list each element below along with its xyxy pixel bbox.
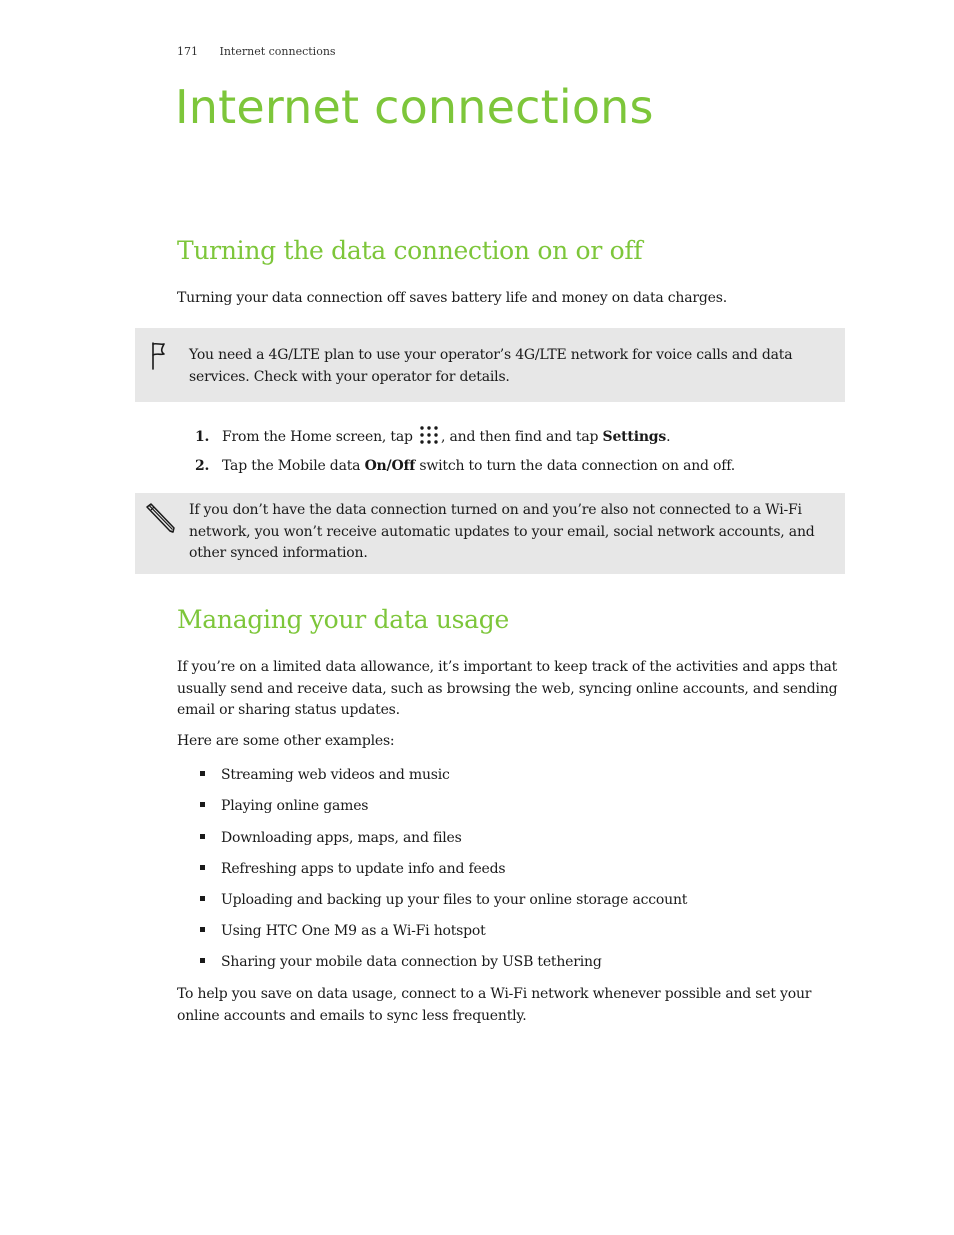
step-text: From the Home screen, tap xyxy=(222,429,413,445)
step-text: Tap the Mobile data xyxy=(222,458,361,474)
list-item xyxy=(200,796,368,816)
page-number: 171 xyxy=(177,45,198,58)
running-header xyxy=(177,45,336,58)
step-number: 2. xyxy=(195,458,210,474)
section2-para1: If you’re on a limited data allowance, it’s important to keep track of the activities and apps that usually send and receive data, such as browsing the web, syncing online accounts, and sending email or sharing status updates. xyxy=(177,659,838,719)
bullet-marker xyxy=(200,865,205,870)
chapter-title: Internet connections xyxy=(175,80,654,134)
bullet-marker xyxy=(200,896,205,901)
list-item-text: Refreshing apps to update info and feeds xyxy=(221,861,506,877)
list-item-text: Playing online games xyxy=(221,798,369,814)
list-item xyxy=(200,828,462,848)
settings-label: Settings xyxy=(602,429,667,445)
apps-grid-icon xyxy=(419,425,439,451)
pencil-icon xyxy=(143,501,177,539)
list-item xyxy=(200,765,450,785)
flag-icon xyxy=(147,340,169,376)
list-item-text: Streaming web videos and music xyxy=(221,767,450,783)
list-item-text: Using HTC One M9 as a Wi-Fi hotspot xyxy=(221,923,486,939)
section-title-data-usage: Managing your data usage xyxy=(177,605,509,634)
bullet-marker xyxy=(200,927,205,932)
list-item-text: Sharing your mobile data connection by USB tethering xyxy=(221,954,602,970)
note-plan-text: You need a 4G/LTE plan to use your operator’s 4G/LTE network for voice calls and data services. Check with your operator for details. xyxy=(189,347,793,385)
bullet-marker xyxy=(200,802,205,807)
bullet-marker xyxy=(200,958,205,963)
bullet-marker xyxy=(200,771,205,776)
section1-intro: Turning your data connection off saves battery life and money on data charges. xyxy=(177,290,727,306)
step-text: switch to turn the data connection on and off. xyxy=(419,458,735,474)
note-updates-text: If you don’t have the data connection turned on and you’re also not connected to a Wi-Fi network, you won’t receive automatic updates to your email, social network accounts, and other synced information. xyxy=(189,502,815,562)
step-text: . xyxy=(666,429,671,445)
step-2 xyxy=(195,456,735,476)
section2-para2: Here are some other examples: xyxy=(177,733,395,749)
list-item xyxy=(200,859,505,879)
list-item-text: Downloading apps, maps, and files xyxy=(221,830,462,846)
list-item xyxy=(200,921,486,941)
list-item-text: Uploading and backing up your files to your online storage account xyxy=(221,892,688,908)
section2-para3: To help you save on data usage, connect to a Wi-Fi network whenever possible and set your online accounts and emails to sync less frequently. xyxy=(177,986,812,1024)
bullet-marker xyxy=(200,834,205,839)
step-number: 1. xyxy=(195,429,210,445)
on-off-label: On/Off xyxy=(364,458,416,474)
note-box-updates xyxy=(135,493,845,574)
note-box-plan xyxy=(135,328,845,402)
running-title: Internet connections xyxy=(219,45,336,58)
list-item xyxy=(200,952,602,972)
step-text: , and then find and tap xyxy=(441,429,599,445)
list-item xyxy=(200,890,687,910)
step-1 xyxy=(195,425,670,451)
section-title-data-connection: Turning the data connection on or off xyxy=(177,236,643,265)
